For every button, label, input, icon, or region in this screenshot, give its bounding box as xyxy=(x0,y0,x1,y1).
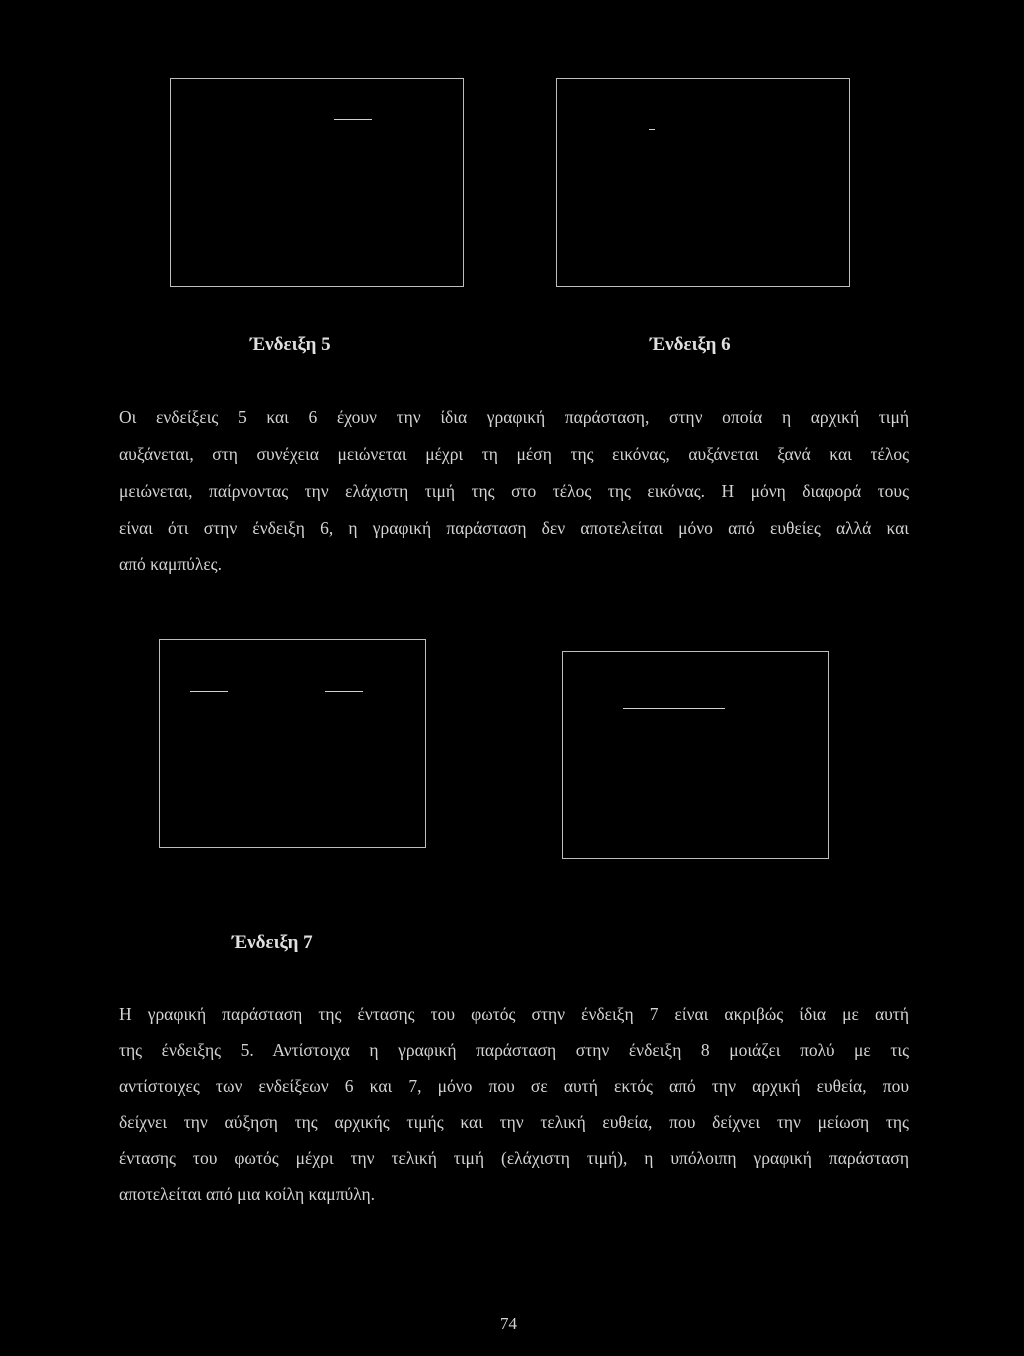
figure-7-right-frame xyxy=(562,651,829,859)
figure-7-right-trace xyxy=(623,708,725,709)
figure-7-caption: Ένδειξη 7 xyxy=(232,932,313,953)
page-number: 74 xyxy=(500,1314,517,1333)
paragraph-2-line: Η γραφική παράσταση της έντασης του φωτός στην ένδειξη 7 είναι ακριβώς ίδια με αυτή xyxy=(119,1004,909,1024)
figure-5-trace xyxy=(334,119,372,120)
paragraph-1-line: Οι ενδείξεις 5 και 6 έχουν την ίδια γραφική παράσταση, στην οποία η αρχική τιμή xyxy=(119,407,909,427)
paragraph-2-line: έντασης του φωτός μέχρι την τελική τιμή (ελάχιστη τιμή), η υπόλοιπη γραφική παράσταση xyxy=(119,1148,909,1168)
paragraph-1-line: είναι ότι στην ένδειξη 6, η γραφική παράσταση δεν αποτελείται μόνο από ευθείες αλλά και xyxy=(119,518,909,538)
paragraph-2-line: δείχνει την αύξηση της αρχικής τιμής και την τελική ευθεία, που δείχνει την μείωση της xyxy=(119,1112,909,1132)
figure-6-frame xyxy=(556,78,850,287)
figure-5-frame xyxy=(170,78,464,287)
paragraph-1-line: μειώνεται, παίρνοντας την ελάχιστη τιμή της στο τέλος της εικόνας. Η μόνη διαφορά τους xyxy=(119,481,909,501)
figure-6-caption: Ένδειξη 6 xyxy=(650,334,731,355)
paragraph-1-line: από καμπύλες. xyxy=(119,554,222,574)
figure-7-left-trace-2 xyxy=(325,691,363,692)
figure-7-left-frame xyxy=(159,639,426,848)
figure-5-caption: Ένδειξη 5 xyxy=(250,334,331,355)
paragraph-2-line: αντίστοιχες των ενδείξεων 6 και 7, μόνο που σε αυτή εκτός από την αρχική ευθεία, που xyxy=(119,1076,909,1096)
figure-7-left-trace-1 xyxy=(190,691,228,692)
figure-6-trace xyxy=(649,129,655,130)
paragraph-2-line: της ένδειξης 5. Αντίστοιχα η γραφική παράσταση στην ένδειξη 8 μοιάζει πολύ με τις xyxy=(119,1040,909,1060)
paragraph-2-line: αποτελείται από μια κοίλη καμπύλη. xyxy=(119,1184,376,1204)
paragraph-1-line: αυξάνεται, στη συνέχεια μειώνεται μέχρι τη μέση της εικόνας, αυξάνεται ξανά και τέλος xyxy=(119,444,909,464)
